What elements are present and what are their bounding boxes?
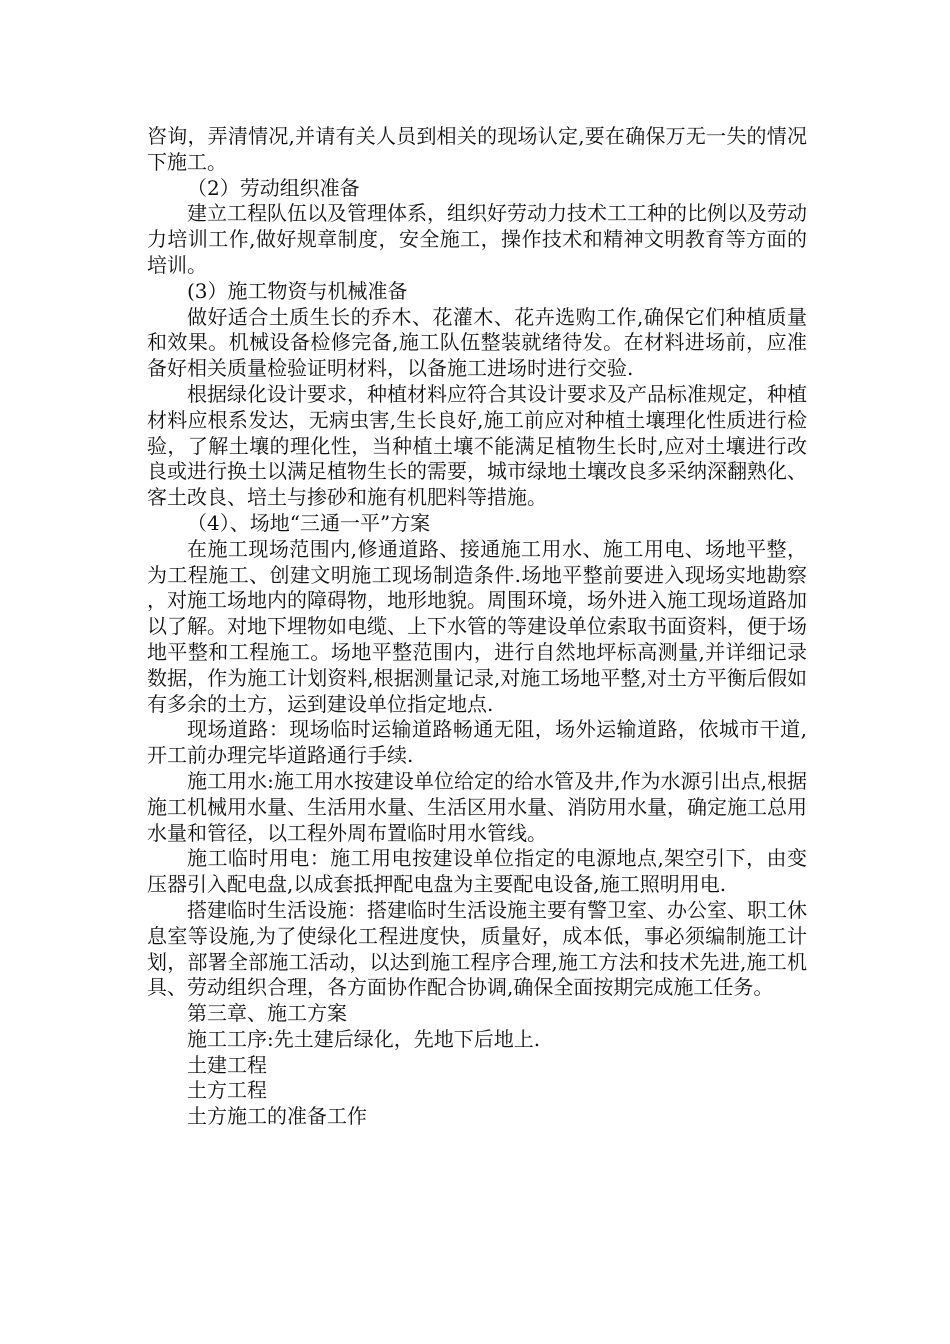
- paragraph-site-roads: 现场道路：现场临时运输道路畅通无阻，场外运输道路，依城市干道,开工前办理完毕道路通行手续.: [147, 717, 807, 768]
- heading-site-plan: （4）、场地“三通一平”方案: [187, 510, 431, 535]
- paragraph-electricity: 施工临时用电：施工用电按建设单位指定的电源地点,架空引下，由变压器引入配电盘,以成套抵押配电盘为主要配电设备,施工照明用电.: [147, 846, 807, 897]
- paragraph-6: 根据绿化设计要求，种植材料应符合其设计要求及产品标准规定，种植材料应根系发达，无病虫害,生长良好,施工前应对种植土壤理化性质进行检验，了解土壤的理化性，当种植土壤不能满足植物生长时,应对土壤进行改良或进行换土以满足植物生长的需要，城市绿地土壤改良多采纳深翻熟化、客土改良、培土与掺砂和施有机肥料等措施。: [147, 381, 807, 510]
- heading-labor-organization: （2）劳动组织准备: [187, 175, 360, 200]
- heading-materials-machinery: (3）施工物资与机械准备: [187, 278, 408, 303]
- heading-earthworks: 土方工程: [187, 1078, 267, 1103]
- paragraph-5: 做好适合土质生长的乔木、花灌木、花卉选购工作,确保它们种植质量和效果。机械设备检修完备,施工队伍整装就绪待发。在材料进场前，应准备好相关质量检验证明材料，以备施工进场时进行交验.: [147, 304, 807, 381]
- paragraph-facilities: 搭建临时生活设施：搭建临时生活设施主要有警卫室、办公室、职工休息室等设施,为了使绿化工程进度快，质量好，成本低，事必须编制施工计划，部署全部施工活动，以达到施工程序合理,施工方法和技术先进,施工机具、劳动组织合理，各方面协作配合协调,确保全面按期完成施工任务。: [147, 897, 807, 1000]
- heading-chapter-three: 第三章、施工方案: [187, 1001, 347, 1026]
- paragraph-water: 施工用水:施工用水按建设单位给定的给水管及井,作为水源引出点,根据施工机械用水量、生活用水量、生活区用水量、消防用水量，确定施工总用水量和管径，以工程外周布置临时用水管线。: [147, 768, 807, 845]
- paragraph-3: 建立工程队伍以及管理体系，组织好劳动力技术工工种的比例以及劳动力培训工作,做好规章制度，安全施工，操作技术和精神文明教育等方面的培训。: [147, 201, 807, 277]
- paragraph-sequence: 施工工序:先土建后绿化，先地下后地上.: [187, 1026, 541, 1051]
- paragraph-1: 咨询，弄清情况,并请有关人员到相关的现场认定,要在确保万无一失的情况下施工。: [147, 124, 807, 174]
- heading-earthworks-prep: 土方施工的准备工作: [187, 1104, 367, 1129]
- document-page: [147, 124, 807, 1130]
- heading-civil-works: 土建工程: [187, 1052, 267, 1077]
- paragraph-8: 在施工现场范围内,修通道路、接通施工用水、施工用电、场地平整，为工程施工、创建文明施工现场制造条件.场地平整前要进入现场实地勘察，对施工场地内的障碍物，地形地貌。周围环境，场外进入施工现场道路加以了解。对地下埋物如电缆、上下水管的等建设单位索取书面资料，便于场地平整和工程施工。场地平整范围内，进行自然地坪标高测量,并详细记录数据，作为施工计划资料,根据测量记录,对施工场地平整,对土方平衡后假如有多余的土方，运到建设单位指定地点.: [147, 536, 807, 716]
